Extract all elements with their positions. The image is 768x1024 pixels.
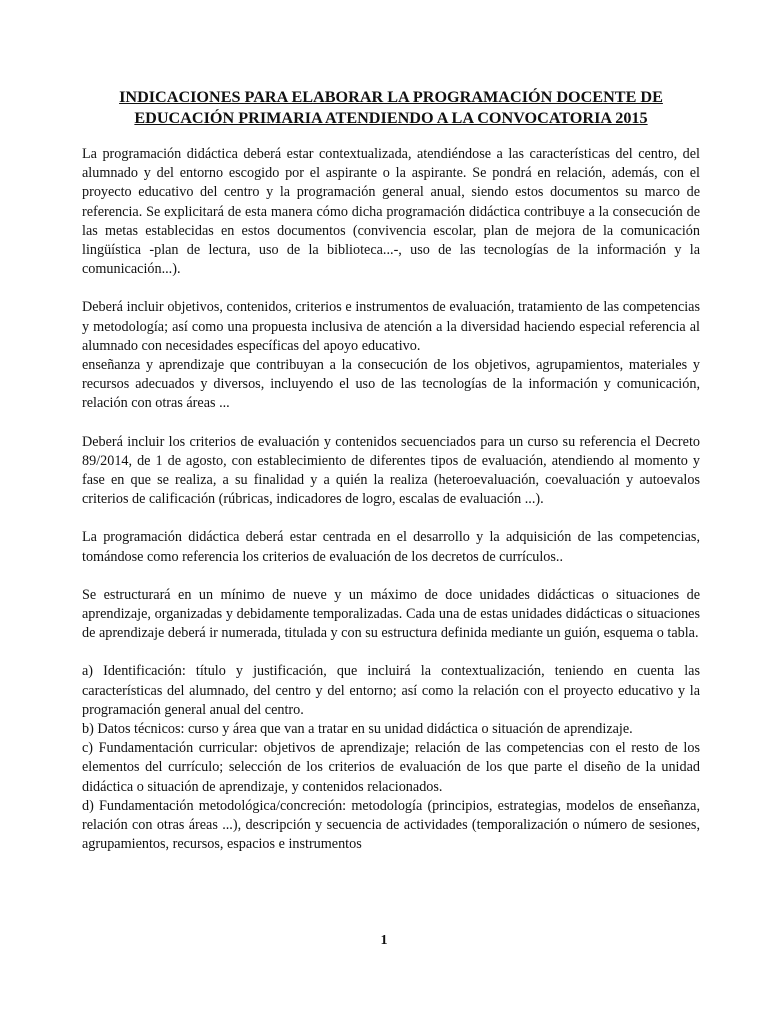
list-item-curricular-foundation: c) Fundamentación curricular: objetivos de aprendizaje; relación de las competencias con el resto de los elementos del currículo; selección de los criterios de evaluación de los que parte el diseño de la unidad didáctica o situación de aprendizaje, y contenidos relacionados. — [82, 740, 700, 795]
document-page — [82, 87, 700, 855]
paragraph-teaching-learning: enseñanza y aprendizaje que contribuyan a la consecución de los objetivos, agrupamientos, materiales y recursos adecuados y diversos, incluyendo el uso de las tecnologías de la información y comunicación, relación con otras áreas ... — [82, 357, 700, 412]
list-item-identification: a) Identificación: título y justificación, que incluirá la contextualización, teniendo en cuenta las características del alumnado, del centro y del entorno; así como la relación con el proyecto educativo y la programación general anual del centro. — [82, 663, 700, 718]
title-line-2: EDUCACIÓN PRIMARIA ATENDIENDO A LA CONVOCATORIA 2015 — [134, 109, 648, 127]
list-item-technical-data: b) Datos técnicos: curso y área que van a tratar en su unidad didáctica o situación de aprendizaje. — [82, 721, 633, 738]
list-item-methodological-foundation: d) Fundamentación metodológica/concreción: metodología (principios, estrategias, modelos de enseñanza, relación con otras áreas ...), descripción y secuencia de actividades (temporalización o número de sesiones, agrupamientos, recursos, espacios e instrumentos — [82, 797, 700, 853]
paragraph-objectives: Deberá incluir objetivos, contenidos, criterios e instrumentos de evaluación, tratamiento de las competencias y metodología; así como una propuesta inclusiva de atención a la diversidad haciendo especial referencia al alumnado con necesidades específicas del apoyo educativo. — [82, 299, 700, 354]
page-number: 1 — [380, 933, 388, 948]
paragraph-evaluation-criteria: Deberá incluir los criterios de evaluación y contenidos secuenciados para un curso su referencia el Decreto 89/2014, de 1 de agosto, con establecimiento de diferentes tipos de evaluación, atendiendo al momento y fase en que se realiza, a su finalidad y a quién la realiza (heteroevaluación, coevaluación y autoevalos criterios de calificación (rúbricas, indicadores de logro, escalas de evaluación ...). — [82, 433, 700, 508]
document-title — [82, 87, 700, 129]
paragraph-competencies: La programación didáctica deberá estar centrada en el desarrollo y la adquisición de las competencias, tomándose como referencia los criterios de evaluación de los decretos de currículos.. — [82, 529, 700, 565]
paragraph-structure: Se estructurará en un mínimo de nueve y un máximo de doce unidades didácticas o situaciones de aprendizaje, organizadas y debidamente temporalizadas. Cada una de estas unidades didácticas o situaciones de aprendizaje deberá ir numerada, titulada y con su estructura definida mediante un guión, esquema o tabla. — [82, 586, 700, 642]
paragraph-contextualization: La programación didáctica deberá estar contextualizada, atendiéndose a las características del centro, del alumnado y del entorno escogido por el aspirante o la aspirante. Se pondrá en relación, además, con el proyecto educativo del centro y la programación general anual, siendo estos documentos su marco de referencia. Se explicitará de esta manera cómo dicha programación didáctica contribuye a la consecución de las metas establecidas en estos documentos (convivencia escolar, plan de mejora de la comunicación lingüística -plan de lectura, uso de la biblioteca...-, uso de las tecnologías de la información y la comunicación...). — [82, 146, 700, 278]
title-line-1: INDICACIONES PARA ELABORAR LA PROGRAMACIÓN DOCENTE DE — [119, 88, 663, 106]
